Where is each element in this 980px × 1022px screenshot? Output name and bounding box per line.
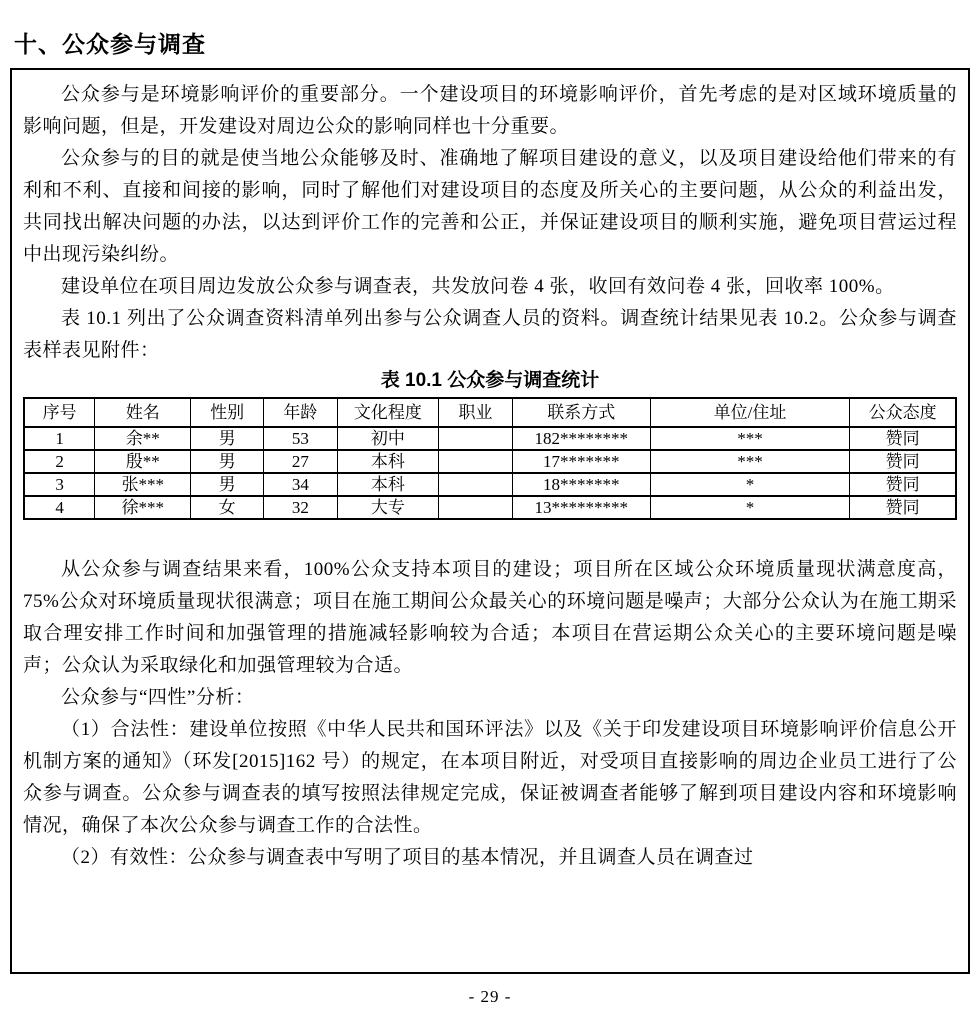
paragraph-four-aspects-heading: 公众参与“四性”分析： <box>61 687 255 708</box>
table-row <box>24 496 956 519</box>
paragraph-questionnaire-count: 建设单位在项目周边发放公众参与调查表，共发放问卷 4 张，收回有效问卷 4 张，回收率 100%。 <box>61 276 895 297</box>
cell-index: 1 <box>24 427 95 450</box>
cell-age: 27 <box>264 450 338 473</box>
cell-gender: 女 <box>191 496 264 519</box>
col-header-contact: 联系方式 <box>512 398 650 427</box>
col-header-index: 序号 <box>24 398 95 427</box>
cell-index: 4 <box>24 496 95 519</box>
cell-name: 徐*** <box>95 496 191 519</box>
section-heading: 十、公众参与调查 <box>14 31 206 57</box>
cell-age: 53 <box>264 427 338 450</box>
cell-attitude: 赞同 <box>850 450 956 473</box>
paragraph-legality: （1）合法性：建设单位按照《中华人民共和国环评法》以及《关于印发建设项目环境影响评价信息公开机制方案的通知》（环发[2015]162 号）的规定，在本项目附近，对受项目直接影响的周边企业员工进行了公众参与调查。公众参与调查表的填写按照法律规定完成，保证被调查者能够了解到项目建设内容和环境影响情况，确保了本次公众参与调查工作的合法性。 <box>23 719 957 836</box>
cell-address: * <box>650 496 849 519</box>
survey-statistics-table <box>23 397 957 520</box>
cell-education: 大专 <box>337 496 439 519</box>
col-header-gender: 性别 <box>191 398 264 427</box>
table-header-row <box>24 398 956 427</box>
cell-name: 殷** <box>95 450 191 473</box>
cell-address: *** <box>650 450 849 473</box>
cell-occupation <box>439 450 513 473</box>
cell-attitude: 赞同 <box>850 473 956 496</box>
col-header-occupation: 职业 <box>439 398 513 427</box>
cell-occupation <box>439 496 513 519</box>
cell-address: *** <box>650 427 849 450</box>
page-number: - 29 - <box>468 987 512 1006</box>
paragraph-intro: 公众参与是环境影响评价的重要部分。一个建设项目的环境影响评价，首先考虑的是对区域环境质量的影响问题，但是，开发建设对周边公众的影响同样也十分重要。 <box>23 84 957 137</box>
paragraph-validity: （2）有效性：公众参与调查表中写明了项目的基本情况，并且调查人员在调查过 <box>61 847 754 868</box>
paragraph-table-reference: 表 10.1 列出了公众调查资料清单列出参与公众调查人员的资料。调查统计结果见表 10.2。公众参与调查表样表见附件： <box>23 308 957 361</box>
cell-gender: 男 <box>191 473 264 496</box>
paragraph-survey-results: 从公众参与调查结果来看，100%公众支持本项目的建设；项目所在区域公众环境质量现状满意度高，75%公众对环境质量现状很满意；项目在施工期间公众最关心的环境问题是噪声；大部分公众认为在施工期采取合理安排工作时间和加强管理的措施减轻影响较为合适；本项目在营运期公众关心的主要环境问题是噪声；公众认为采取绿化和加强管理较为合适。 <box>23 559 957 676</box>
cell-education: 本科 <box>337 473 439 496</box>
table-title: 表 10.1 公众参与调查统计 <box>380 370 600 391</box>
cell-index: 3 <box>24 473 95 496</box>
cell-age: 32 <box>264 496 338 519</box>
table-row <box>24 427 956 450</box>
cell-name: 张*** <box>95 473 191 496</box>
cell-name: 余** <box>95 427 191 450</box>
table-row <box>24 473 956 496</box>
table-row <box>24 450 956 473</box>
col-header-address: 单位/住址 <box>650 398 849 427</box>
col-header-age: 年龄 <box>264 398 338 427</box>
cell-education: 本科 <box>337 450 439 473</box>
cell-occupation <box>439 427 513 450</box>
cell-attitude: 赞同 <box>850 496 956 519</box>
cell-address: * <box>650 473 849 496</box>
cell-index: 2 <box>24 450 95 473</box>
cell-contact: 13********* <box>512 496 650 519</box>
col-header-education: 文化程度 <box>337 398 439 427</box>
col-header-name: 姓名 <box>95 398 191 427</box>
col-header-attitude: 公众态度 <box>850 398 956 427</box>
cell-attitude: 赞同 <box>850 427 956 450</box>
paragraph-purpose: 公众参与的目的就是使当地公众能够及时、准确地了解项目建设的意义，以及项目建设给他们带来的有利和不利、直接和间接的影响，同时了解他们对建设项目的态度及所关心的主要问题，从公众的利益出发，共同找出解决问题的办法，以达到评价工作的完善和公正，并保证建设项目的顺利实施，避免项目营运过程中出现污染纠纷。 <box>23 148 957 265</box>
cell-gender: 男 <box>191 450 264 473</box>
cell-contact: 182******** <box>512 427 650 450</box>
cell-contact: 17******* <box>512 450 650 473</box>
cell-age: 34 <box>264 473 338 496</box>
cell-gender: 男 <box>191 427 264 450</box>
page-content-frame <box>10 68 970 974</box>
cell-education: 初中 <box>337 427 439 450</box>
cell-occupation <box>439 473 513 496</box>
cell-contact: 18******* <box>512 473 650 496</box>
